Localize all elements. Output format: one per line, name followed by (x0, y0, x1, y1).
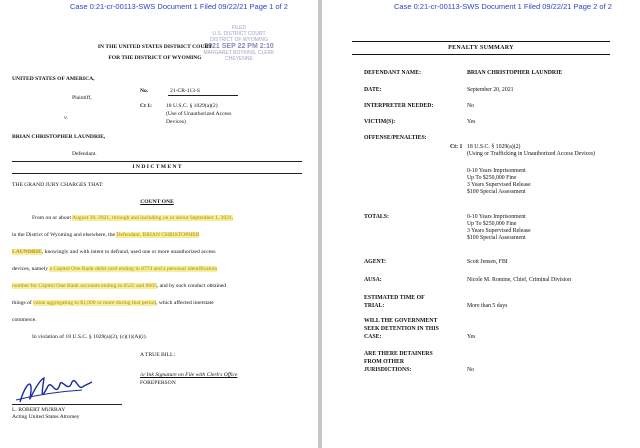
totals-line: Up To $250,000 Fine (467, 221, 517, 227)
foreperson: FOREPERSON (140, 380, 176, 386)
count-statute: 18 U.S.C. § 1029(a)(2) (166, 103, 218, 109)
body-line-7: commerce. (12, 317, 37, 323)
attorney-signature-line (12, 404, 122, 405)
count-label: Ct 1: (140, 103, 152, 109)
true-bill: A TRUE BILL: (140, 352, 176, 358)
detainers-label-end: JURISDICTIONS: (364, 367, 412, 373)
detainers-label-cont: FROM OTHER (364, 359, 405, 365)
grand-jury-heading: THE GRAND JURY CHARGES THAT: (12, 182, 104, 188)
detainers-label: ARE THERE DETAINERS (364, 351, 433, 357)
trial-label-cont: TRIAL: (364, 303, 385, 309)
count-description: (Use of Unauthorized Access (166, 111, 232, 117)
count-statute: 18 U.S.C. § 1029(a)(2) (467, 144, 521, 150)
plaintiff-name: UNITED STATES OF AMERICA, (12, 76, 95, 82)
case-no-label: No. (140, 88, 149, 94)
body-line-4: devices, namely a Capitol One Bank debit card ending in 8774 and a personal identification (12, 266, 218, 272)
detention-label: WILL THE GOVERNMENT (364, 318, 438, 324)
title-rule-bottom (12, 173, 302, 174)
totals-label: TOTALS: (364, 214, 389, 220)
body-line-1: From on or about August 30, 2021, through and including on or about September 1, 2021, (32, 215, 234, 221)
court-name: IN THE UNITED STATES DISTRICT COURT (97, 44, 213, 50)
plaintiff-role: Plaintiff, (72, 95, 92, 101)
body-line-5: number for Capitol One Bank accounts ending in 0525 and 8665, and by such conduct obtained (12, 283, 227, 289)
offense-label: OFFENSE/PENALTIES: (364, 135, 427, 141)
indictment-page (0, 0, 318, 448)
trial-value: More than 5 days (467, 303, 508, 309)
case-no: 21-CR-113-S (170, 88, 200, 94)
document-title: I N D I C T M E N T (132, 164, 182, 170)
defendant-name: BRIAN CHRISTOPHER LAUNDRIE, (12, 134, 106, 140)
victims-value: Yes (467, 119, 476, 125)
body-line-2: in the District of Wyoming and elsewhere, the Defendant, BRIAN CHRISTOPHER (12, 232, 200, 238)
defendant-role: Defendant. (72, 151, 97, 157)
date-label: DATE: (364, 87, 382, 93)
versus: v. (64, 115, 68, 121)
court-district: FOR THE DISTRICT OF WYOMING (108, 55, 202, 61)
filed-stamp: FILED U.S. DISTRICT COURT DISTRICT OF WYOMING 2021 SEP 22 PM 2:10 MARGARET BOTKINS, CLERK CHEYENNE (203, 25, 275, 63)
count-number: Ct: 1 (450, 144, 463, 150)
defendant-label: DEFENDANT NAME: (364, 70, 422, 76)
penalty-line: 3 Years Supervised Release (467, 182, 531, 188)
date-value: September 20, 2021 (467, 87, 514, 93)
count-heading: COUNT ONE (140, 199, 174, 205)
body-line-3: LAUNDRIE, knowingly and with intent to defraud, used one or more unauthorized access (12, 249, 216, 255)
case-no-underline (168, 95, 238, 96)
interpreter-label: INTERPRETER NEEDED: (364, 103, 434, 109)
attorney-name: L. ROBERT MURRAY (12, 407, 66, 413)
ink-signature-note: /s/ Ink Signature on File with Clerk's Office (140, 372, 238, 378)
penalty-line: $100 Special Assessment (467, 189, 526, 195)
count-description: (Using or Trafficking in Unauthorized Access Devices) (467, 151, 596, 157)
attorney-title: Acting United States Attorney (12, 414, 80, 420)
totals-line: $100 Special Assessment (467, 235, 526, 241)
page2-header: Case 0:21-cr-00113-SWS Document 1 Filed 09/22/21 Page 2 of 2 (394, 2, 612, 11)
penalty-summary-page (322, 0, 640, 448)
ausa-value: Nicole M. Romine, Chief, Criminal Division (467, 277, 572, 283)
totals-line: 3 Years Supervised Release (467, 228, 531, 234)
penalty-summary-title: PENALTY SUMMARY (352, 41, 610, 55)
detention-label-end: CASE: (364, 334, 382, 340)
totals-line: 0-10 Years Imprisonment (467, 214, 526, 220)
ausa-label: AUSA: (364, 277, 382, 283)
body-line-6: things of value aggregating to $1,000 or more during that period, which affected interstate (12, 300, 214, 306)
penalty-line: Up To $250,000 Fine (467, 175, 517, 181)
detention-label-cont: SEEK DETENTION IN THIS (364, 326, 439, 332)
victims-label: VICTIM(S): (364, 119, 396, 125)
interpreter-value: No (467, 103, 475, 109)
page1-header: Case 0:21-cr-00113-SWS Document 1 Filed 09/22/21 Page 1 of 2 (70, 2, 288, 11)
detainers-value: No (467, 367, 475, 373)
penalty-line: 0-10 Years Imprisonment (467, 168, 526, 174)
detention-value: Yes (467, 334, 476, 340)
agent-label: AGENT: (364, 259, 387, 265)
trial-label: ESTIMATED TIME OF (364, 295, 425, 301)
agent-value: Scott Jensen, FBI (467, 259, 508, 265)
count-description-cont: Devices) (166, 119, 186, 125)
violation-citation: In violation of 18 U.S.C. § 1029(a)(2), (c)(1)(A)(i). (32, 334, 147, 340)
attorney-signature (12, 372, 96, 406)
defendant-value: BRIAN CHRISTOPHER LAUNDRIE (467, 70, 563, 76)
title-rule-top (12, 161, 302, 162)
